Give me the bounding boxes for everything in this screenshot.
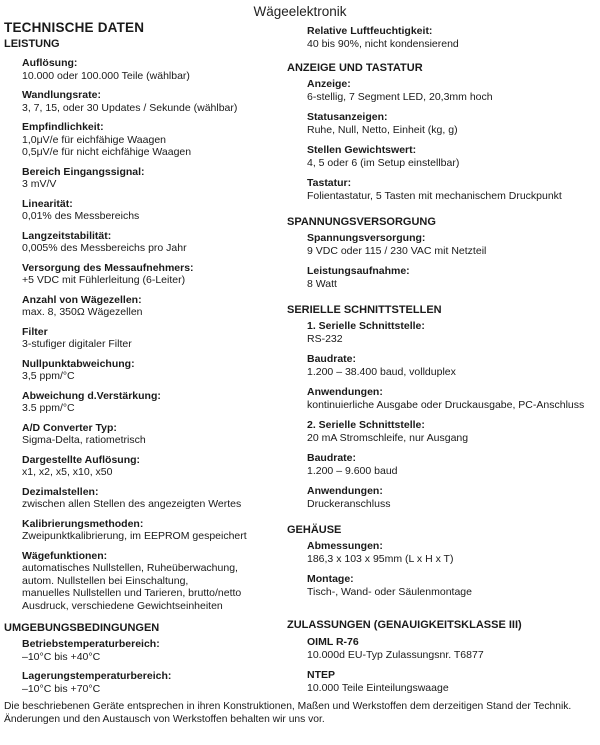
spec-value: Zweipunktkalibrierung, im EEPROM gespeichert bbox=[22, 530, 247, 542]
spec-label: Anzeige: bbox=[307, 78, 351, 90]
spec-value: max. 8, 350Ω Wägezellen bbox=[22, 306, 143, 318]
spec-item-dezimalstellen bbox=[4, 486, 294, 511]
spec-label: Filter bbox=[22, 325, 48, 338]
spec-label: Kalibrierungsmethoden: bbox=[22, 517, 144, 530]
spec-value: 0,005% des Messbereichs pro Jahr bbox=[22, 242, 187, 254]
spec-item-empfindlichkeit bbox=[4, 121, 294, 159]
section-heading-zulassungen: ZULASSUNGEN (GENAUIGKEITSKLASSE III) bbox=[287, 619, 522, 631]
spec-label: Bereich Eingangssignal: bbox=[22, 165, 145, 178]
spec-label: Relative Luftfeuchtigkeit: bbox=[307, 25, 433, 37]
spec-item-aufloesung bbox=[4, 57, 294, 82]
spec-item-wandlungsrate bbox=[4, 89, 294, 114]
spec-label: Baudrate: bbox=[307, 452, 357, 464]
spec-item-anzeige bbox=[287, 78, 597, 103]
spec-value: Druckeranschluss bbox=[307, 497, 391, 510]
spec-label: Dargestellte Auflösung: bbox=[22, 453, 141, 466]
spec-value: 0,01% des Messbereichs bbox=[22, 210, 140, 222]
spec-label: Tastatur: bbox=[307, 177, 352, 189]
spec-value: Folientastatur, 5 Tasten mit mechanischem Druckpunkt bbox=[307, 189, 562, 202]
spec-value: 40 bis 90%, nicht kondensierend bbox=[307, 37, 459, 50]
spec-value: 4, 5 oder 6 (im Setup einstellbar) bbox=[307, 156, 460, 169]
spec-value: 3-stufiger digitaler Filter bbox=[22, 338, 132, 350]
section-heading-anzeige: ANZEIGE UND TASTATUR bbox=[287, 62, 423, 74]
spec-value: –10°C bis +70°C bbox=[22, 682, 101, 695]
spec-label: Statusanzeigen: bbox=[307, 111, 388, 123]
spec-value: Ruhe, Null, Netto, Einheit (kg, g) bbox=[307, 123, 458, 136]
spec-label: Anwendungen: bbox=[307, 386, 383, 398]
spec-item-anwendungen-2 bbox=[287, 485, 597, 510]
spec-label: Linearität: bbox=[22, 197, 73, 210]
spec-value: 3.5 ppm/°C bbox=[22, 402, 75, 414]
section-heading-schnittstellen: SERIELLE SCHNITTSTELLEN bbox=[287, 304, 442, 316]
spec-value: Tisch-, Wand- oder Säulenmontage bbox=[307, 585, 472, 598]
spec-item-kalibrierung bbox=[4, 518, 294, 543]
spec-label: Wandlungsrate: bbox=[22, 89, 101, 101]
section-heading-leistung: LEISTUNG bbox=[4, 38, 60, 50]
spec-label: OIML R-76 bbox=[307, 636, 359, 648]
spec-label: Auflösung: bbox=[22, 57, 78, 69]
spec-item-baudrate-1 bbox=[287, 353, 597, 378]
spec-item-verstaerkung bbox=[4, 390, 294, 415]
spec-value: Sigma-Delta, ratiometrisch bbox=[22, 434, 146, 446]
spec-item-luftfeuchtigkeit bbox=[287, 25, 597, 50]
spec-label: Spannungsversorgung: bbox=[307, 232, 426, 244]
spec-label: Anzahl von Wägezellen: bbox=[22, 293, 142, 306]
spec-label: Baudrate: bbox=[307, 353, 357, 365]
spec-value: 3 mV/V bbox=[22, 178, 57, 190]
spec-value: kontinuierliche Ausgabe oder Druckausgabe, PC-Anschluss bbox=[307, 398, 585, 411]
spec-label: Empfindlichkeit: bbox=[22, 121, 104, 133]
spec-value: 3,5 ppm/°C bbox=[22, 370, 75, 382]
spec-item-schnittstelle-1 bbox=[287, 320, 597, 345]
spec-label: Abweichung d.Verstärkung: bbox=[22, 389, 161, 402]
spec-label: Stellen Gewichtswert: bbox=[307, 144, 417, 156]
spec-item-waegezellen bbox=[4, 294, 294, 319]
spec-value: 10.000d EU-Typ Zulassungsnr. T6877 bbox=[307, 648, 484, 661]
spec-label: Anwendungen: bbox=[307, 485, 383, 497]
spec-item-stellen-gewichtswert bbox=[287, 144, 597, 169]
spec-item-eingangssignal bbox=[4, 166, 294, 191]
spec-label: Lagerungstemperaturbereich: bbox=[22, 670, 172, 682]
spec-value: 20 mA Stromschleife, nur Ausgang bbox=[307, 431, 469, 444]
spec-value: x1, x2, x5, x10, x50 bbox=[22, 466, 113, 478]
spec-value: zwischen allen Stellen des angezeigten Wertes bbox=[22, 498, 242, 510]
footer-disclaimer: Die beschriebenen Geräte entsprechen in ihren Konstruktionen, Maßen und Werkstoffen dem derzeitigen Stand der Technik. Änderungen und den Austausch von Werkstoffen behalten wir uns vor. bbox=[4, 701, 572, 725]
spec-label: Wägefunktionen: bbox=[22, 549, 108, 562]
spec-label: Versorgung des Messaufnehmers: bbox=[22, 261, 194, 274]
spec-value: 1,0μV/e für eichfähige Waagen 0,5μV/e für nicht eichfähige Waagen bbox=[22, 133, 192, 158]
spec-item-tastatur bbox=[287, 177, 597, 202]
document-heading: TECHNISCHE DATEN bbox=[4, 20, 145, 35]
spec-value: 6-stellig, 7 Segment LED, 20,3mm hoch bbox=[307, 90, 493, 103]
spec-label: Montage: bbox=[307, 573, 354, 585]
spec-label: 1. Serielle Schnittstelle: bbox=[307, 320, 425, 332]
spec-label: Dezimalstellen: bbox=[22, 485, 99, 498]
spec-value: 10.000 Teile Einteilungswaage bbox=[307, 681, 449, 694]
spec-value: 9 VDC oder 115 / 230 VAC mit Netzteil bbox=[307, 244, 487, 257]
spec-value: RS-232 bbox=[307, 332, 343, 345]
spec-item-baudrate-2 bbox=[287, 452, 597, 477]
spec-label: A/D Converter Typ: bbox=[22, 421, 117, 434]
spec-item-langzeitstabilitaet bbox=[4, 230, 294, 255]
spec-item-waegefunktionen bbox=[4, 550, 294, 613]
spec-value: automatisches Nullstellen, Ruheüberwachung, autom. Nullstellen bei Einschaltung, manuelles Nullstellen und Tarieren, brutto/netto Ausdruck, verschiedene Gewichtseinheiten bbox=[22, 562, 242, 612]
spec-label: Betriebstemperaturbereich: bbox=[22, 638, 160, 650]
spec-item-montage bbox=[287, 573, 597, 598]
page-title: Wägeelektronik bbox=[253, 4, 347, 19]
left-column bbox=[4, 20, 294, 695]
spec-item-leistungsaufnahme bbox=[287, 265, 597, 290]
spec-item-aufloesung-dargestellt bbox=[4, 454, 294, 479]
spec-item-betriebstemperatur bbox=[4, 638, 294, 663]
spec-item-oiml bbox=[287, 636, 597, 661]
spec-item-schnittstelle-2 bbox=[287, 419, 597, 444]
spec-item-abmessungen bbox=[287, 540, 597, 565]
spec-value: –10°C bis +40°C bbox=[22, 650, 101, 663]
spec-item-ad-converter bbox=[4, 422, 294, 447]
spec-label: Abmessungen: bbox=[307, 540, 383, 552]
spec-label: Leistungsaufnahme: bbox=[307, 265, 410, 277]
section-heading-gehaeuse: GEHÄUSE bbox=[287, 524, 342, 536]
spec-label: NTEP bbox=[307, 669, 336, 681]
spec-value: 1.200 – 9.600 baud bbox=[307, 464, 398, 477]
spec-label: Nullpunktabweichung: bbox=[22, 357, 135, 370]
spec-label: 2. Serielle Schnittstelle: bbox=[307, 419, 425, 431]
spec-value: 10.000 oder 100.000 Teile (wählbar) bbox=[22, 69, 190, 82]
spec-item-linearitaet bbox=[4, 198, 294, 223]
spec-item-spannungsversorgung bbox=[287, 232, 597, 257]
spec-value: 186,3 x 103 x 95mm (L x H x T) bbox=[307, 552, 454, 565]
spec-item-nullpunkt bbox=[4, 358, 294, 383]
spec-value: 3, 7, 15, oder 30 Updates / Sekunde (wählbar) bbox=[22, 101, 238, 114]
spec-value: 8 Watt bbox=[307, 277, 337, 290]
right-column bbox=[287, 20, 597, 694]
spec-item-filter bbox=[4, 326, 294, 351]
spec-value: 1.200 – 38.400 baud, vollduplex bbox=[307, 365, 456, 378]
spec-item-ntep bbox=[287, 669, 597, 694]
section-heading-spannung: SPANNUNGSVERSORGUNG bbox=[287, 216, 436, 228]
spec-item-lagerungstemperatur bbox=[4, 670, 294, 695]
spec-value: +5 VDC mit Fühlerleitung (6-Leiter) bbox=[22, 274, 186, 286]
spec-item-statusanzeigen bbox=[287, 111, 597, 136]
section-heading-umgebung: UMGEBUNGSBEDINGUNGEN bbox=[4, 622, 160, 634]
spec-item-anwendungen-1 bbox=[287, 386, 597, 411]
spec-label: Langzeitstabilität: bbox=[22, 229, 112, 242]
spec-item-versorgung bbox=[4, 262, 294, 287]
